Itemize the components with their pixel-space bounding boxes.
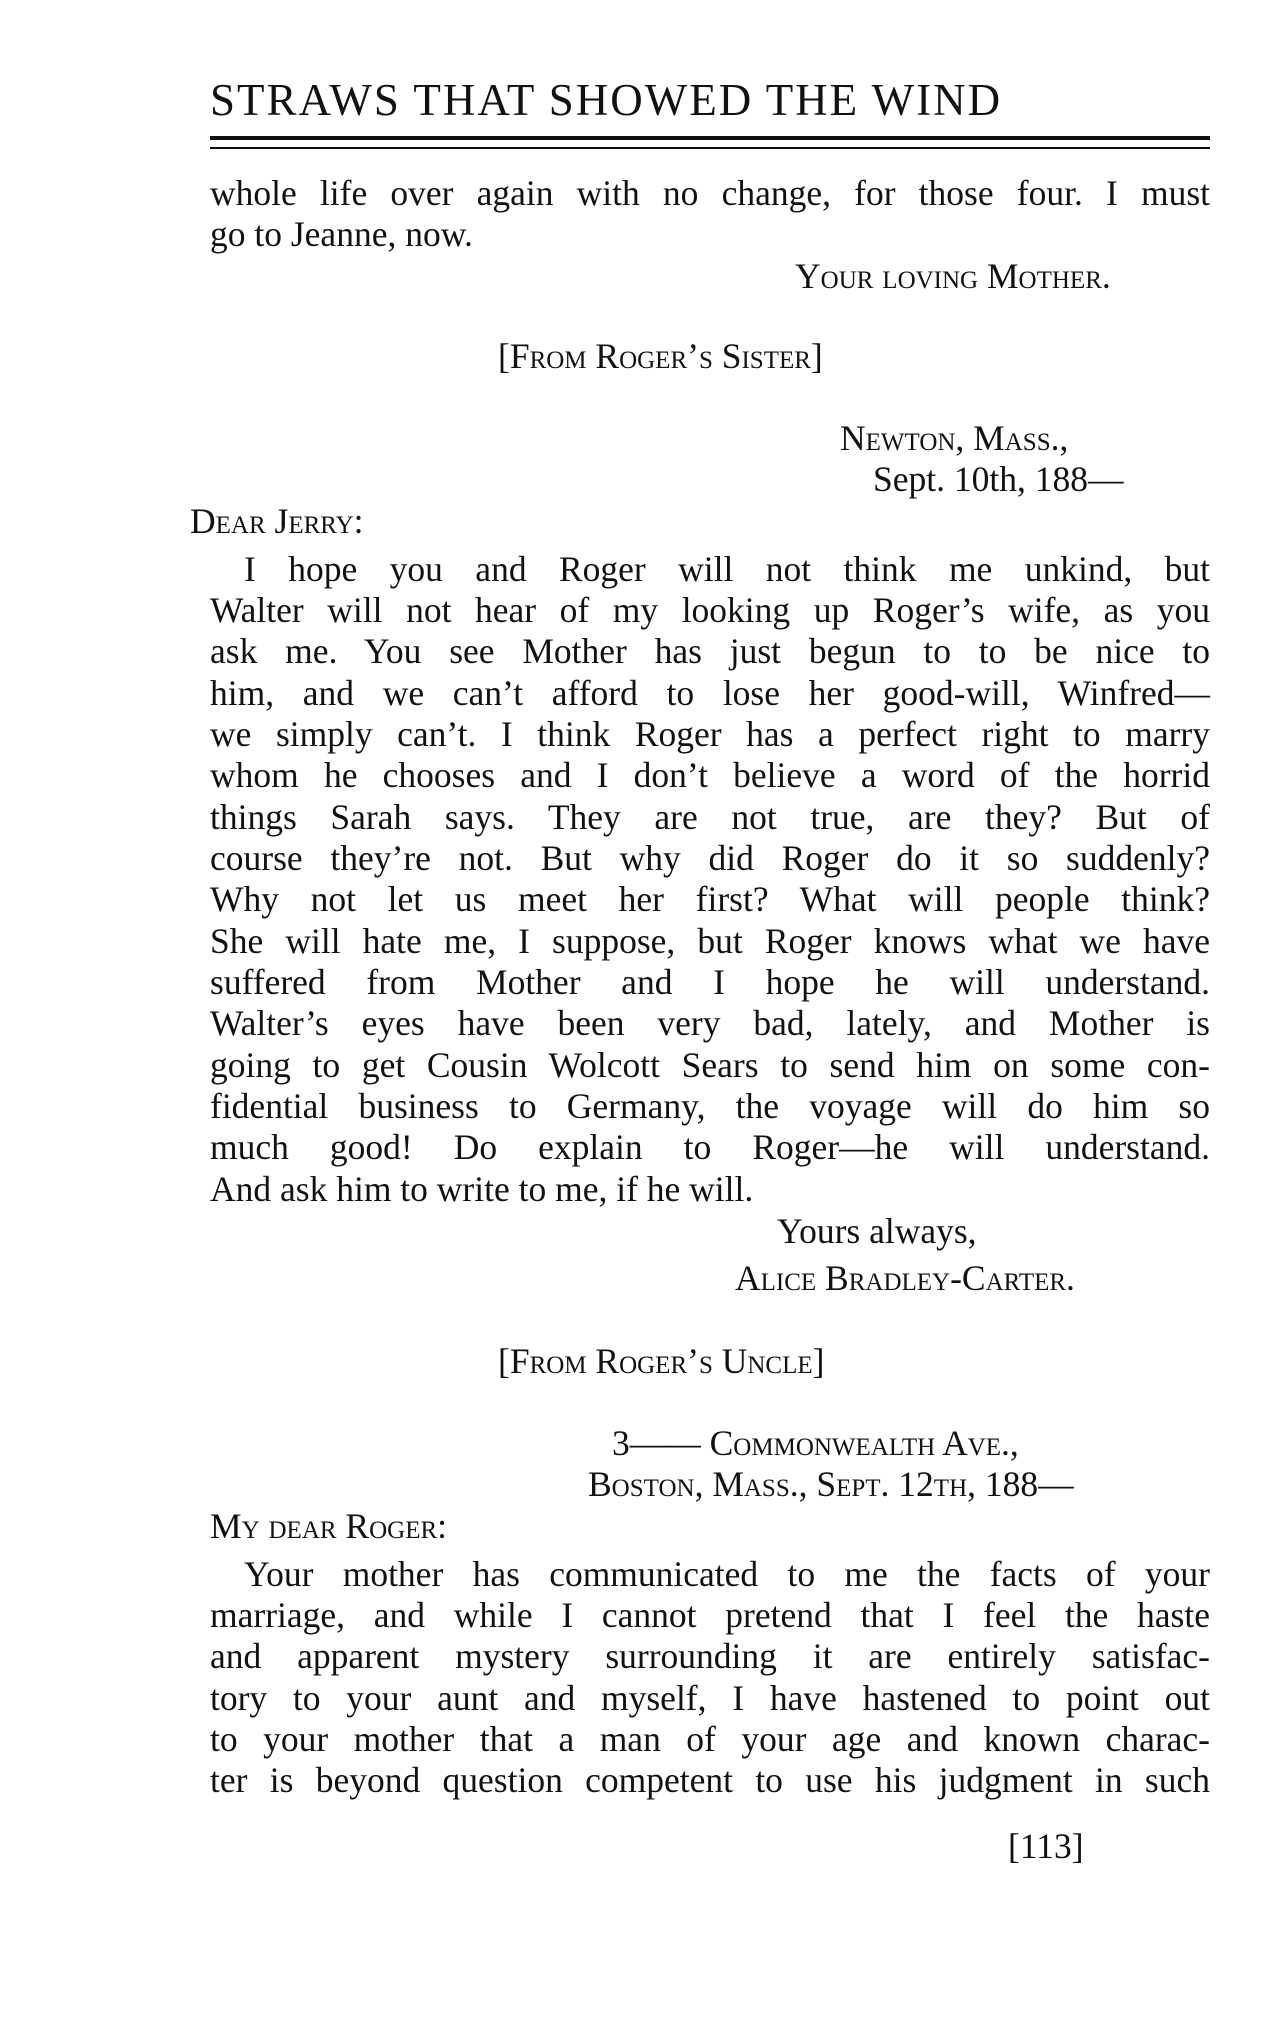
sister-body-line: things Sarah says. They are not true, are they? But of: [210, 797, 1210, 837]
sister-body-line: I hope you and Roger will not think me unkind, but: [244, 549, 1210, 589]
sister-address-date: Sept. 10th, 188—: [873, 459, 1124, 499]
header-rule-thin: [210, 147, 1210, 149]
sister-signature: Alice Bradley-Carter.: [735, 1258, 1075, 1298]
sister-body-line: ask me. You see Mother has just begun to to be nice to: [210, 631, 1210, 671]
uncle-address-city-date: Boston, Mass., Sept. 12th, 188—: [588, 1464, 1074, 1504]
continuation-line: whole life over again with no change, for those four. I must: [210, 173, 1210, 213]
uncle-body-line: tory to your aunt and myself, I have hastened to point out: [210, 1678, 1210, 1718]
sister-closing: Yours always,: [777, 1211, 977, 1251]
sister-body-line: She will hate me, I suppose, but Roger knows what we have: [210, 921, 1210, 961]
uncle-body-line: to your mother that a man of your age and known charac-: [210, 1719, 1210, 1759]
uncle-body-line: marriage, and while I cannot pretend that I feel the haste: [210, 1595, 1210, 1635]
uncle-body-line: Your mother has communicated to me the facts of your: [244, 1554, 1210, 1594]
sister-body-line: we simply can’t. I think Roger has a perfect right to marry: [210, 714, 1210, 754]
sister-body-line: Walter will not hear of my looking up Roger’s wife, as you: [210, 590, 1210, 630]
running-head: STRAWS THAT SHOWED THE WIND: [210, 75, 1003, 125]
sister-body-line: him, and we can’t afford to lose her good-will, Winfred—: [210, 673, 1210, 713]
letter-heading-sister: [From Roger’s Sister]: [498, 336, 823, 376]
sister-body-line: going to get Cousin Wolcott Sears to send him on some con-: [210, 1045, 1210, 1085]
sister-salutation: Dear Jerry:: [190, 501, 364, 541]
sister-body-line: much good! Do explain to Roger—he will understand.: [210, 1127, 1210, 1167]
uncle-salutation: My dear Roger:: [210, 1506, 448, 1546]
sister-body-line: Why not let us meet her first? What will people think?: [210, 879, 1210, 919]
uncle-address-street: 3—— Commonwealth Ave.,: [612, 1423, 1019, 1463]
header-rule-thick: [210, 136, 1210, 140]
sister-body-line: Walter’s eyes have been very bad, lately, and Mother is: [210, 1003, 1210, 1043]
continuation-line: go to Jeanne, now.: [210, 214, 473, 254]
continuation-closing: Your loving Mother.: [795, 256, 1111, 296]
sister-address-place: Newton, Mass.,: [840, 418, 1069, 458]
sister-body-line: suffered from Mother and I hope he will understand.: [210, 962, 1210, 1002]
sister-body-line: course they’re not. But why did Roger do it so suddenly?: [210, 838, 1210, 878]
uncle-body-line: ter is beyond question competent to use his judgment in such: [210, 1760, 1210, 1800]
page-number: [113]: [1008, 1826, 1084, 1866]
sister-body-line: And ask him to write to me, if he will.: [210, 1169, 754, 1209]
uncle-body-line: and apparent mystery surrounding it are entirely satisfac-: [210, 1636, 1210, 1676]
sister-body-line: whom he chooses and I don’t believe a word of the horrid: [210, 755, 1210, 795]
letter-heading-uncle: [From Roger’s Uncle]: [498, 1341, 825, 1381]
sister-body-line: fidential business to Germany, the voyage will do him so: [210, 1086, 1210, 1126]
